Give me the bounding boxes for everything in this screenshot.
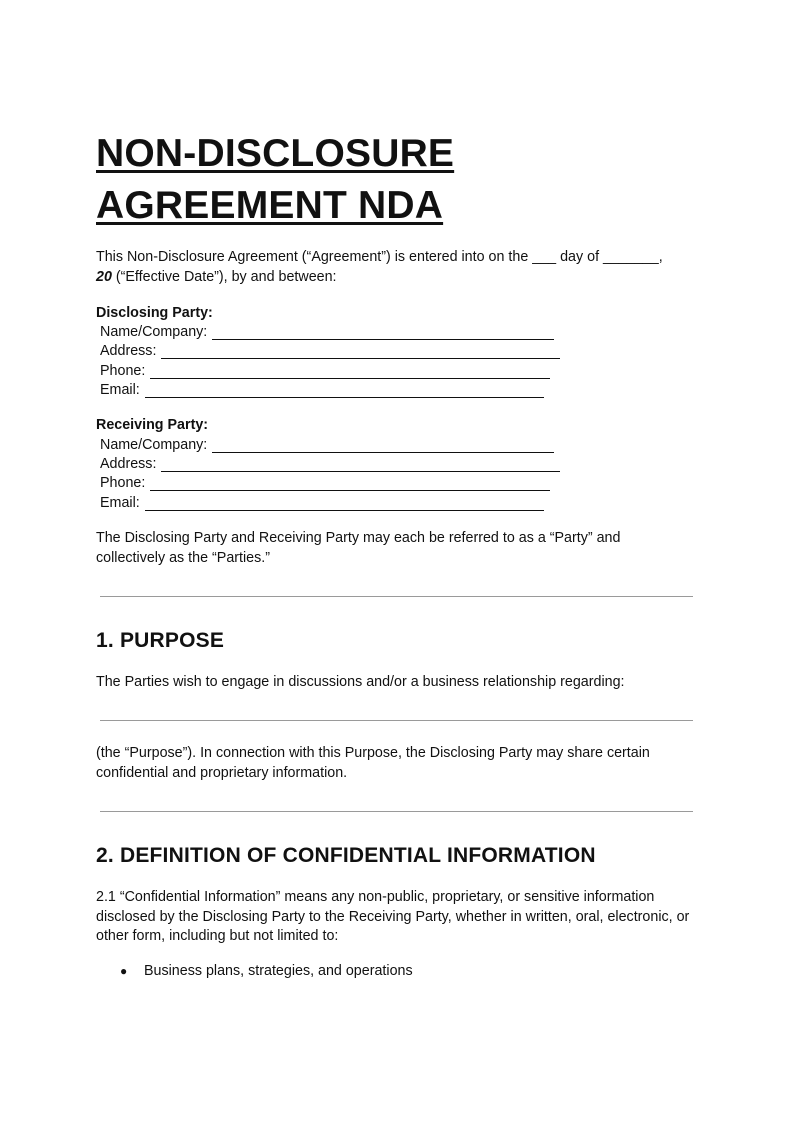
day-blank[interactable]: ___ <box>532 249 557 265</box>
disclosing-name-field[interactable] <box>100 323 554 343</box>
fill-in-line[interactable] <box>212 323 554 340</box>
field-label: Phone: <box>100 363 146 379</box>
parties-note: The Disclosing Party and Receiving Party may each be referred to as a “Party” and collectively as the “Parties.” <box>96 530 621 566</box>
disclosing-phone-field[interactable] <box>100 362 550 382</box>
field-label: Phone: <box>100 475 146 491</box>
fill-in-line[interactable] <box>161 455 560 472</box>
section-1-heading: 1. PURPOSE <box>96 629 225 652</box>
section-divider <box>100 811 693 812</box>
list-item-text: Business plans, strategies, and operations <box>144 963 413 979</box>
field-label: Address: <box>100 343 157 359</box>
receiving-address-field[interactable] <box>100 455 560 475</box>
fill-in-line[interactable] <box>212 436 554 453</box>
intro-text-4: (“Effective Date”), by and between: <box>111 268 337 285</box>
document-title <box>96 128 454 232</box>
disclosing-address-field[interactable] <box>100 342 560 362</box>
intro-paragraph <box>96 248 706 287</box>
fill-in-line[interactable] <box>161 342 560 359</box>
purpose-text: The Parties wish to engage in discussions and/or a business relationship regarding: <box>96 674 625 690</box>
intro-text-3: , <box>658 249 663 265</box>
field-label: Address: <box>100 456 157 472</box>
fill-in-line[interactable] <box>145 381 544 398</box>
fill-in-line[interactable] <box>150 474 550 491</box>
receiving-email-field[interactable] <box>100 494 544 514</box>
disclosing-party-label: Disclosing Party: <box>96 305 213 321</box>
purpose-continuation: (the “Purpose”). In connection with this Purpose, the Disclosing Party may share certain confidential and proprietary information. <box>96 745 650 781</box>
section-2-heading: 2. DEFINITION OF CONFIDENTIAL INFORMATION <box>96 844 596 867</box>
month-blank[interactable]: _______ <box>603 249 659 265</box>
definition-paragraph: 2.1 “Confidential Information” means any non-public, proprietary, or sensitive information disclosed by the Disclosing Party to the Receiving Party, whether in written, oral, electronic, or other form, including but not limited to: <box>96 889 690 944</box>
field-label: Email: <box>100 382 140 398</box>
year-text: 20 <box>96 268 112 285</box>
intro-text-1: This Non-Disclosure Agreement (“Agreement”) is entered into on the <box>96 249 533 265</box>
section-divider <box>100 596 693 597</box>
title-line-1: NON-DISCLOSURE <box>96 132 455 175</box>
bullet-icon: ● <box>120 964 128 978</box>
fill-in-line[interactable] <box>150 362 550 379</box>
purpose-fill-line[interactable] <box>100 720 693 721</box>
fill-in-line[interactable] <box>145 494 544 511</box>
disclosing-email-field[interactable] <box>100 381 544 401</box>
intro-text-2: day of <box>556 249 604 265</box>
receiving-phone-field[interactable] <box>100 474 550 494</box>
field-label: Name/Company: <box>100 437 208 453</box>
receiving-name-field[interactable] <box>100 436 554 456</box>
field-label: Email: <box>100 495 140 511</box>
receiving-party-label: Receiving Party: <box>96 417 209 433</box>
field-label: Name/Company: <box>100 324 208 340</box>
list-item <box>120 962 413 982</box>
title-line-2: AGREEMENT NDA <box>96 184 444 227</box>
